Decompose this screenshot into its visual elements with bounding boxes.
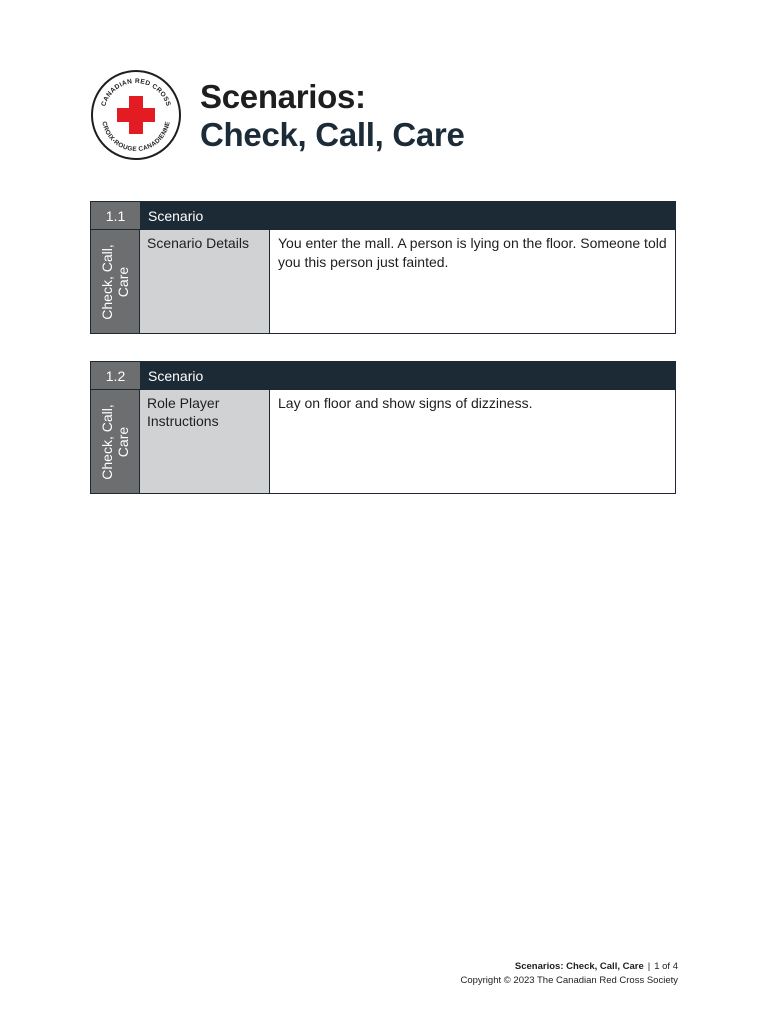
scenario-row — [91, 229, 675, 333]
row-label: Scenario Details — [140, 230, 270, 333]
page-title — [200, 78, 465, 154]
row-content: Lay on floor and show signs of dizziness. — [278, 395, 533, 411]
row-label: Role Player Instructions — [140, 390, 270, 493]
scenario-side-label — [91, 230, 140, 333]
scenario-number: 1.2 — [91, 362, 140, 389]
red-cross-emblem-icon — [90, 69, 182, 161]
red-cross-logo — [90, 69, 182, 161]
scenario-row — [91, 389, 675, 493]
scenario-heading: Scenario — [148, 367, 204, 384]
page-footer — [460, 960, 678, 988]
footer-separator: | — [647, 961, 651, 972]
logo-text-bottom: CROIX-ROUGE CANADIENNE — [100, 120, 172, 154]
scenario-table-1 — [90, 201, 676, 334]
scenario-table-2 — [90, 361, 676, 494]
title-line-1: Scenarios: — [200, 78, 366, 115]
footer-copyright: Copyright © 2023 The Canadian Red Cross Society — [460, 975, 678, 986]
side-label-text: Check, Call, Care — [99, 403, 131, 480]
footer-line-1 — [460, 960, 678, 974]
title-line-2: Check, Call, Care — [200, 116, 465, 153]
row-content: You enter the mall. A person is lying on the floor. Someone told you this person just fainted. — [278, 235, 667, 270]
scenario-number: 1.1 — [91, 202, 140, 229]
footer-page-number: 1 of 4 — [654, 961, 678, 972]
scenario-side-label — [91, 390, 140, 493]
footer-doc-title: Scenarios: Check, Call, Care — [514, 961, 644, 972]
side-label-text: Check, Call, Care — [99, 243, 131, 320]
scenario-heading: Scenario — [148, 207, 204, 224]
scenario-header — [91, 362, 675, 389]
logo-text-top: CANADIAN RED CROSS — [100, 77, 172, 108]
scenario-header — [91, 202, 675, 229]
